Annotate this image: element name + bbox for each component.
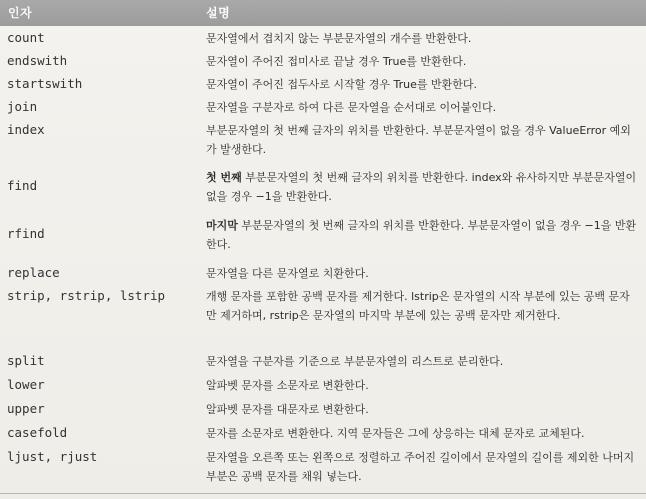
method-name: index	[7, 122, 45, 137]
method-name: upper	[7, 401, 45, 416]
method-name: endswith	[7, 53, 68, 68]
method-name: count	[7, 30, 45, 45]
method-description: 문자열이 주어진 접두사로 시작할 경우 True를 반환한다.	[206, 78, 477, 91]
method-description: 문자열을 다른 문자열로 치환한다.	[206, 267, 369, 280]
method-description: 부분문자열의 첫 번째 글자의 위치를 반환한다. 부분문자열이 없을 경우 ValueError 예외가 발생한다.	[206, 124, 631, 156]
header-arg: 인자	[8, 6, 33, 20]
table-bottom-rule	[0, 493, 646, 494]
method-description	[206, 168, 638, 206]
method-name: casefold	[7, 425, 68, 440]
emphasis-text: 마지막	[206, 219, 238, 232]
method-description: 문자열을 구분자를 기준으로 부분문자열의 리스트로 분리한다.	[206, 355, 504, 368]
method-name: join	[7, 99, 38, 114]
description-text: 부분문자열의 첫 번째 글자의 위치를 반환한다. 부분문자열이 없을 경우 −1을 반환한다.	[206, 219, 637, 251]
method-description: 문자열을 오른쪽 또는 왼쪽으로 정렬하고 주어진 길이에서 문자열의 길이를 제외한 나머지 부분은 공백 문자를 채워 넣는다.	[206, 451, 635, 483]
emphasis-text: 첫 번째	[206, 171, 242, 184]
method-name: split	[7, 353, 45, 368]
method-description: 알파벳 문자를 대문자로 변환한다.	[206, 403, 369, 416]
method-name: strip, rstrip, lstrip	[7, 288, 166, 303]
description-text: 부분문자열의 첫 번째 글자의 위치를 반환한다. index와 유사하지만 부분문자열이 없을 경우 −1을 반환한다.	[206, 171, 637, 203]
method-description: 문자를 소문자로 변환한다. 지역 문자들은 그에 상응하는 대체 문자로 교체된다.	[206, 427, 585, 440]
method-name: ljust, rjust	[7, 449, 98, 464]
method-description: 문자열에서 겹치지 않는 부분문자열의 개수를 반환한다.	[206, 32, 472, 45]
table-header	[0, 0, 646, 26]
method-description: 문자열이 주어진 접미사로 끝날 경우 True를 반환한다.	[206, 55, 467, 68]
method-name: startswith	[7, 76, 83, 91]
header-desc: 설명	[206, 6, 231, 20]
method-name: rfind	[7, 226, 45, 241]
method-description: 개행 문자를 포함한 공백 문자를 제거한다. lstrip은 문자열의 시작 부분에 있는 공백 문자만 제거하며, rstrip은 문자열의 마지막 부분에 있는 공백 문자만 제거한다.	[206, 290, 630, 322]
method-description: 문자열을 구분자로 하여 다른 문자열을 순서대로 이어붙인다.	[206, 101, 497, 114]
method-description: 알파벳 문자를 소문자로 변환한다.	[206, 379, 369, 392]
method-name: find	[7, 178, 38, 193]
method-description	[206, 216, 638, 254]
method-name: replace	[7, 265, 60, 280]
method-name: lower	[7, 377, 45, 392]
